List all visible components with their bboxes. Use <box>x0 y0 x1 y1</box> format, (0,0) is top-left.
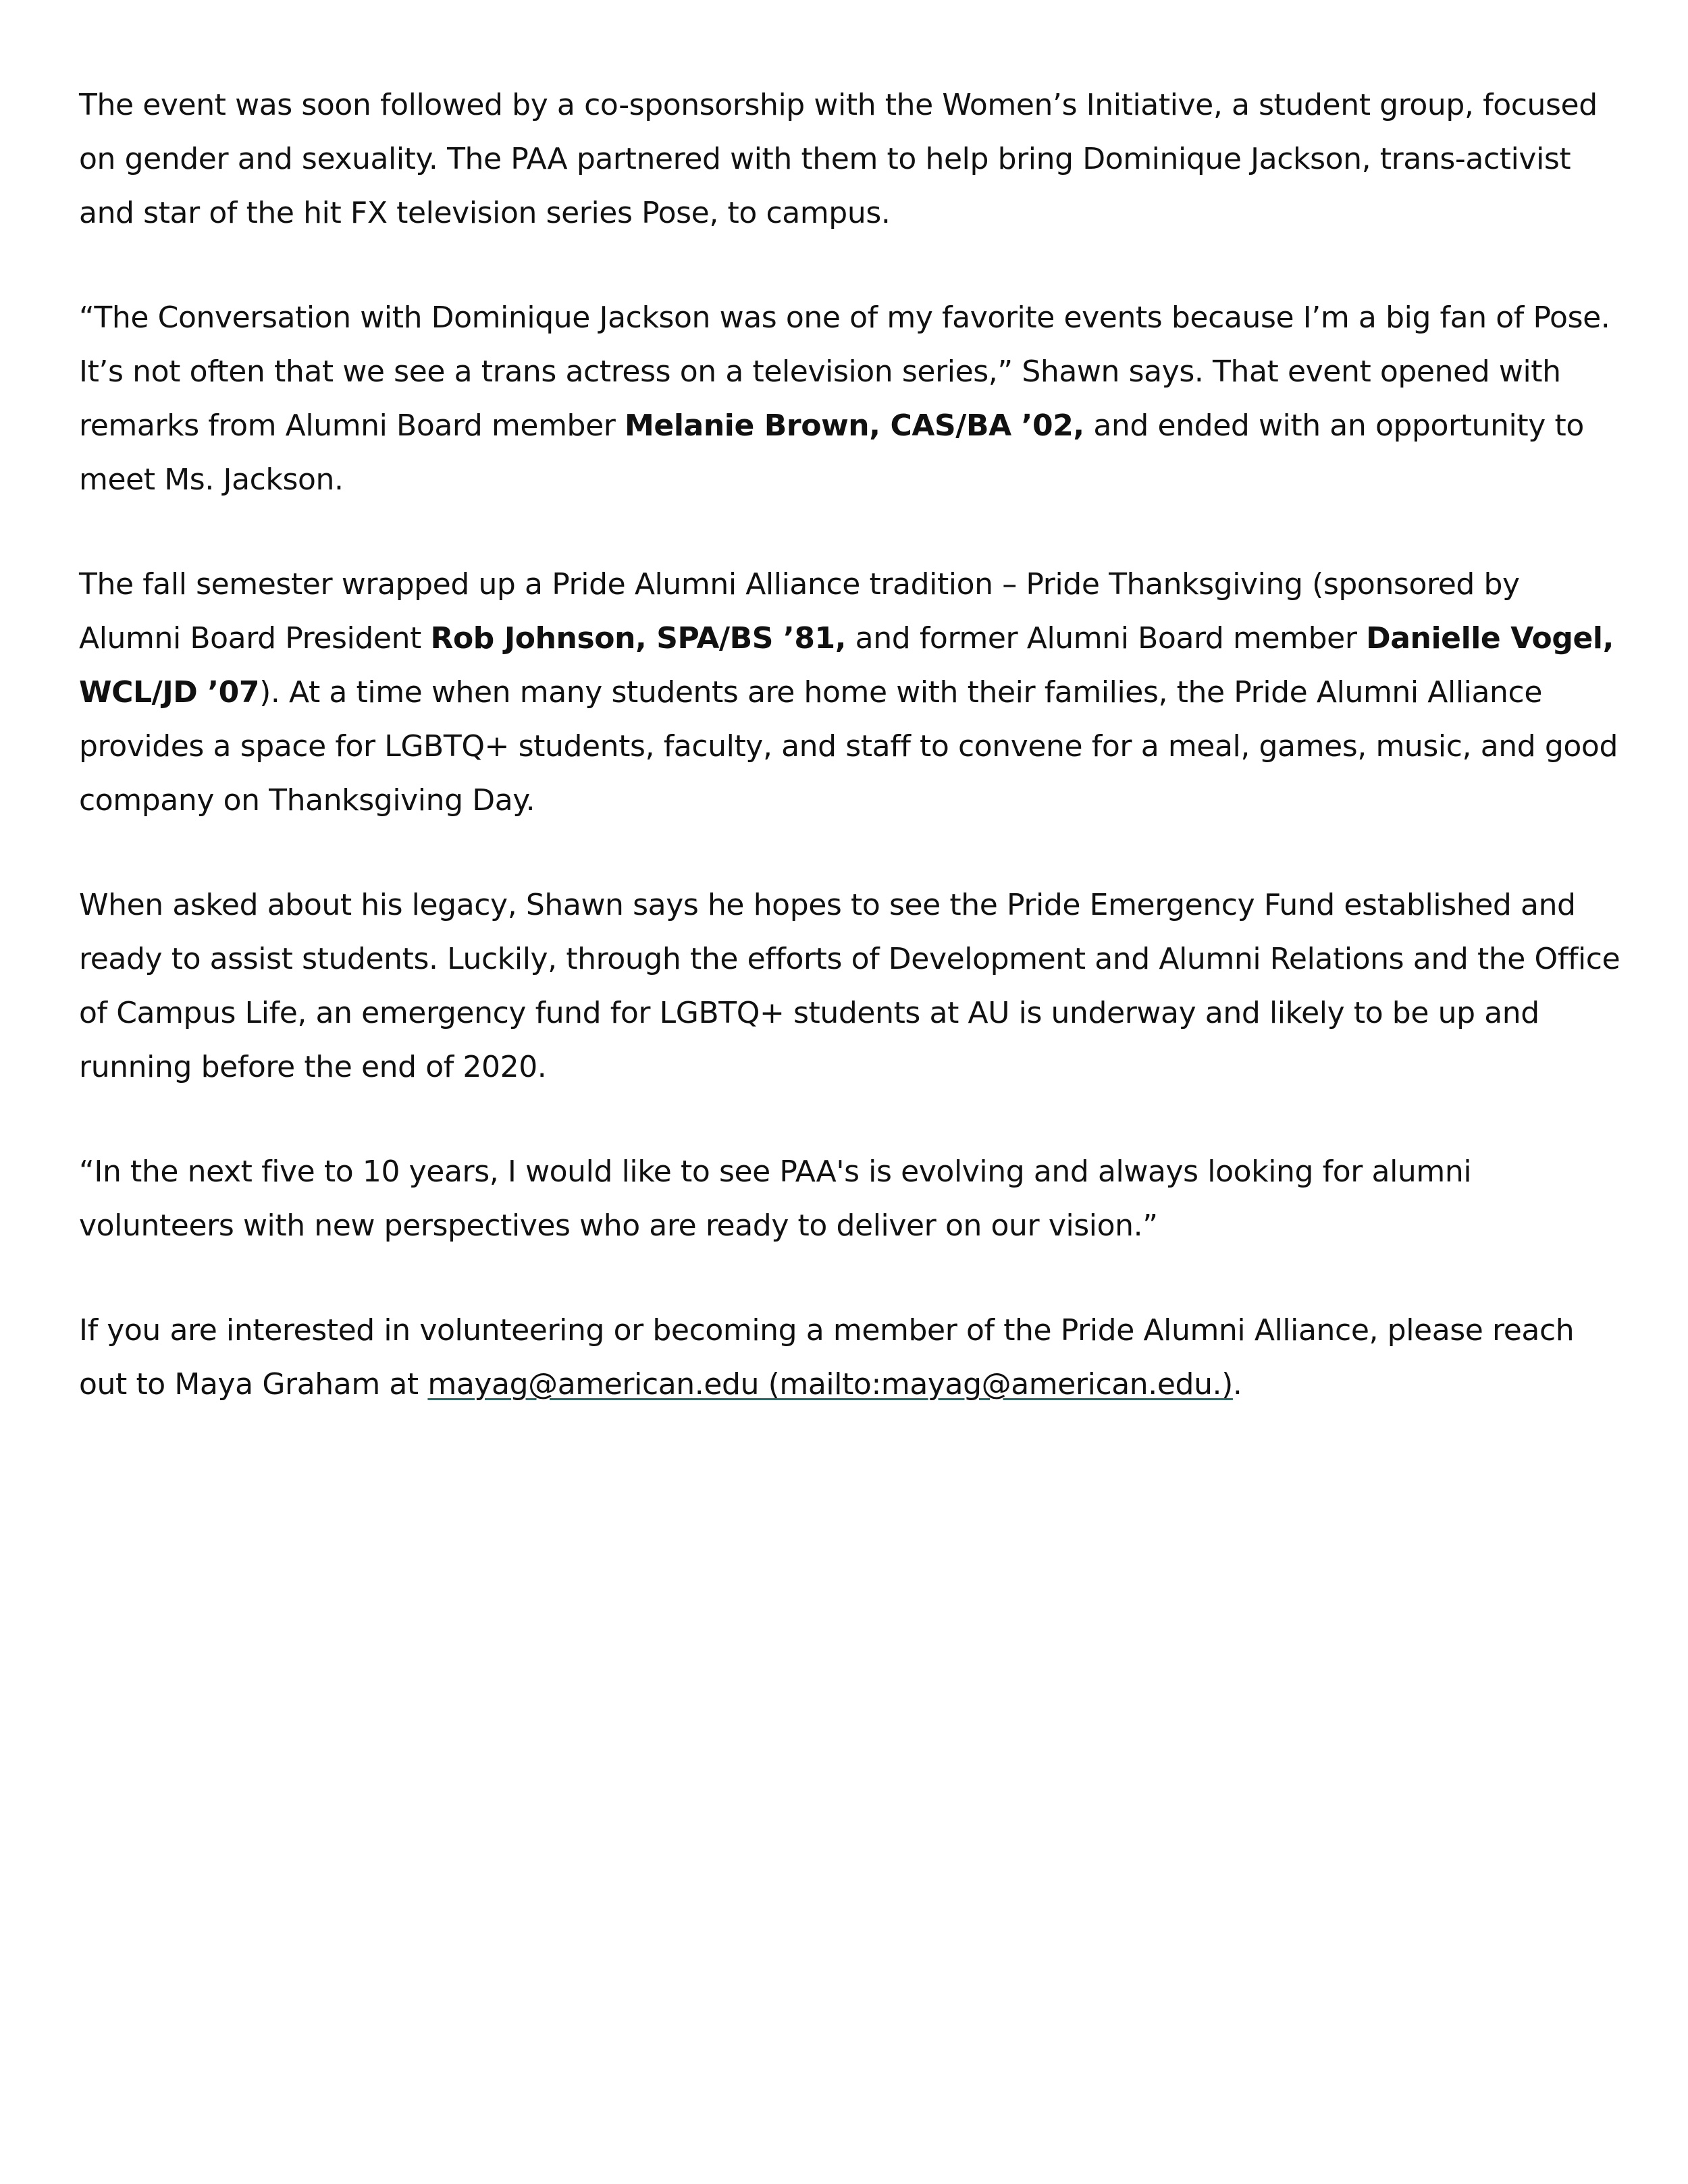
paragraph-quote-vision <box>79 1145 1625 1253</box>
paragraph-text: The event was soon followed by a co-sponsorship with the Women’s Initiative, a student group, focused on gender and sexuality. The PAA partnered with them to help bring Dominique Jackson, trans-activist and star of the hit FX television series Pose, to campus. <box>79 88 1598 230</box>
alumni-name-rob-johnson: Rob Johnson, SPA/BS ’81, <box>430 621 847 656</box>
paragraph-women-initiative <box>79 78 1625 240</box>
paragraph-text: If you are interested in volunteering or becoming a member of the Pride Alumni Alliance, please reach out to Maya Graham at <box>79 1313 1575 1402</box>
paragraph-pride-thanksgiving <box>79 558 1625 828</box>
paragraph-emergency-fund <box>79 878 1625 1094</box>
paragraph-contact <box>79 1304 1625 1412</box>
paragraph-text: The fall semester wrapped up a Pride Alumni Alliance tradition – Pride Thanksgiving (sponsored by Alumni Board President <box>79 567 1520 656</box>
paragraph-text: “The Conversation with Dominique Jackson was one of my favorite events because I’m a big fan of Pose. It’s not often that we see a trans actress on a television series,” Shawn says. That event opened with remarks from Alumni Board member <box>79 300 1610 443</box>
paragraph-text: “In the next five to 10 years, I would like to see PAA's is evolving and always looking for alumni volunteers with new perspectives who are ready to deliver on our vision.” <box>79 1154 1472 1243</box>
alumni-name-danielle-vogel: Danielle Vogel, WCL/JD ’07 <box>79 621 1614 710</box>
paragraph-text: . <box>1232 1367 1242 1402</box>
paragraph-text: ). At a time when many students are home with their families, the Pride Alumni Alliance provides a space for LGBTQ+ students, faculty, and staff to convene for a meal, games, music, and good company on Thanksgiving Day. <box>79 675 1618 818</box>
paragraph-text: and former Alumni Board member <box>846 621 1367 656</box>
paragraph-text: When asked about his legacy, Shawn says he hopes to see the Pride Emergency Fund established and ready to assist students. Luckily, through the efforts of Development and Alumni Relations and the Office of Campus Life, an emergency fund for LGBTQ+ students at AU is underway and likely to be up and running before the end of 2020. <box>79 888 1620 1084</box>
paragraph-text: and ended with an opportunity to meet Ms. Jackson. <box>79 408 1584 497</box>
article-body <box>79 78 1625 1462</box>
paragraph-dominique-jackson <box>79 291 1625 507</box>
alumni-name-melanie-brown: Melanie Brown, CAS/BA ’02, <box>625 408 1084 443</box>
email-link-maya-graham[interactable]: mayag@american.edu (mailto:mayag@american.edu.) <box>427 1367 1233 1402</box>
